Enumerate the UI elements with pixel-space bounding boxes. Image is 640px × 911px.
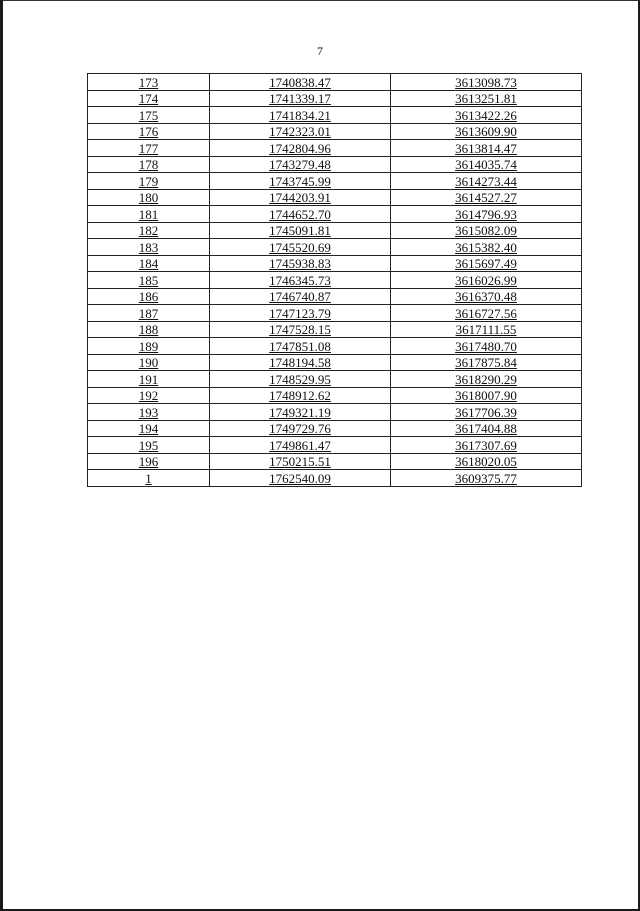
x-coordinate-cell [210, 90, 391, 107]
table-row [88, 288, 582, 305]
x-coordinate-cell [210, 74, 391, 91]
x-coordinate-cell-value: 1746740.87 [269, 289, 331, 304]
point-number-cell-value: 179 [138, 173, 159, 189]
x-coordinate-cell [210, 107, 391, 124]
point-number-cell-value: 187 [138, 305, 159, 321]
y-coordinate-cell-value: 3618290.29 [455, 371, 517, 387]
x-coordinate-cell [210, 156, 391, 173]
table-row [88, 453, 582, 470]
y-coordinate-cell [391, 74, 582, 91]
point-number-cell-value: 178 [138, 157, 159, 172]
y-coordinate-cell [391, 305, 582, 322]
y-coordinate-cell [391, 321, 582, 338]
x-coordinate-cell [210, 255, 391, 272]
x-coordinate-cell-value: 1745520.69 [269, 239, 331, 255]
table-row [88, 437, 582, 454]
x-coordinate-cell [210, 354, 391, 371]
y-coordinate-cell [391, 222, 582, 239]
point-number-cell [88, 387, 210, 404]
x-coordinate-cell-value: 1744652.70 [269, 206, 331, 222]
x-coordinate-cell-value: 1744203.91 [269, 190, 331, 205]
y-coordinate-cell-value: 3615697.49 [455, 256, 517, 271]
x-coordinate-cell [210, 404, 391, 421]
point-number-cell [88, 338, 210, 355]
coordinates-table [87, 73, 582, 487]
point-number-cell-value: 173 [138, 74, 159, 90]
x-coordinate-cell-value: 1749729.76 [269, 421, 331, 436]
x-coordinate-cell [210, 288, 391, 305]
y-coordinate-cell-value: 3618020.05 [455, 454, 517, 469]
table-row [88, 305, 582, 322]
y-coordinate-cell-value: 3613422.26 [455, 107, 517, 123]
point-number-cell-value: 183 [138, 239, 159, 255]
y-coordinate-cell-value: 3616727.56 [455, 305, 517, 321]
y-coordinate-cell-value: 3615082.09 [455, 223, 517, 238]
table-row [88, 173, 582, 190]
point-number-cell [88, 453, 210, 470]
y-coordinate-cell-value: 3614035.74 [455, 157, 517, 172]
point-number-cell [88, 123, 210, 140]
table-row [88, 354, 582, 371]
x-coordinate-cell [210, 189, 391, 206]
y-coordinate-cell [391, 123, 582, 140]
y-coordinate-cell [391, 470, 582, 487]
x-coordinate-cell-value: 1742323.01 [269, 124, 331, 139]
y-coordinate-cell [391, 371, 582, 388]
point-number-cell-value: 186 [138, 289, 159, 304]
point-number-cell [88, 107, 210, 124]
point-number-cell-value: 184 [138, 256, 159, 271]
point-number-cell-value: 175 [138, 107, 159, 123]
y-coordinate-cell [391, 189, 582, 206]
point-number-cell-value: 177 [138, 140, 159, 156]
page-number: 7 [317, 44, 323, 58]
point-number-cell-value: 176 [138, 124, 159, 139]
point-number-cell-value: 1 [145, 470, 152, 486]
y-coordinate-cell [391, 420, 582, 437]
x-coordinate-cell [210, 321, 391, 338]
point-number-cell-value: 189 [138, 338, 159, 354]
y-coordinate-cell-value: 3613251.81 [455, 91, 517, 106]
point-number-cell-value: 193 [138, 404, 159, 420]
point-number-cell [88, 420, 210, 437]
y-coordinate-cell [391, 453, 582, 470]
x-coordinate-cell-value: 1749321.19 [269, 404, 331, 420]
point-number-cell [88, 470, 210, 487]
x-coordinate-cell-value: 1747528.15 [269, 322, 331, 337]
x-coordinate-cell [210, 371, 391, 388]
point-number-cell-value: 196 [138, 454, 159, 469]
y-coordinate-cell-value: 3617111.55 [455, 322, 517, 337]
y-coordinate-cell [391, 90, 582, 107]
y-coordinate-cell [391, 288, 582, 305]
x-coordinate-cell [210, 206, 391, 223]
table-row [88, 189, 582, 206]
table-row [88, 156, 582, 173]
x-coordinate-cell-value: 1745091.81 [269, 223, 331, 238]
y-coordinate-cell [391, 437, 582, 454]
x-coordinate-cell [210, 222, 391, 239]
y-coordinate-cell-value: 3617480.70 [455, 338, 517, 354]
x-coordinate-cell-value: 1748912.62 [269, 388, 331, 403]
y-coordinate-cell-value: 3614527.27 [455, 190, 517, 205]
y-coordinate-cell-value: 3609375.77 [455, 470, 517, 486]
x-coordinate-cell [210, 305, 391, 322]
point-number-cell [88, 272, 210, 289]
y-coordinate-cell [391, 107, 582, 124]
point-number-cell [88, 140, 210, 157]
table-row [88, 338, 582, 355]
point-number-cell [88, 206, 210, 223]
x-coordinate-cell [210, 338, 391, 355]
point-number-cell [88, 156, 210, 173]
point-number-cell-value: 174 [138, 91, 159, 106]
x-coordinate-cell [210, 123, 391, 140]
y-coordinate-cell [391, 354, 582, 371]
table-row [88, 222, 582, 239]
x-coordinate-cell-value: 1750215.51 [269, 454, 331, 469]
x-coordinate-cell-value: 1749861.47 [269, 437, 331, 453]
y-coordinate-cell-value: 3616026.99 [455, 272, 517, 288]
point-number-cell-value: 185 [138, 272, 159, 288]
x-coordinate-cell-value: 1748529.95 [269, 371, 331, 387]
y-coordinate-cell-value: 3613609.90 [455, 124, 517, 139]
x-coordinate-cell [210, 453, 391, 470]
table-row [88, 321, 582, 338]
y-coordinate-cell-value: 3617404.88 [455, 421, 517, 436]
x-coordinate-cell [210, 470, 391, 487]
x-coordinate-cell-value: 1747851.08 [269, 338, 331, 354]
y-coordinate-cell [391, 272, 582, 289]
table-row [88, 74, 582, 91]
table-row [88, 470, 582, 487]
point-number-cell [88, 437, 210, 454]
table-row [88, 107, 582, 124]
x-coordinate-cell-value: 1742804.96 [269, 140, 331, 156]
y-coordinate-cell-value: 3613098.73 [455, 74, 517, 90]
point-number-cell [88, 189, 210, 206]
table-row [88, 272, 582, 289]
y-coordinate-cell [391, 338, 582, 355]
table-row [88, 371, 582, 388]
point-number-cell [88, 239, 210, 256]
table-row [88, 90, 582, 107]
x-coordinate-cell [210, 239, 391, 256]
point-number-cell [88, 173, 210, 190]
point-number-cell-value: 192 [138, 388, 159, 403]
table-row [88, 239, 582, 256]
x-coordinate-cell [210, 173, 391, 190]
y-coordinate-cell-value: 3618007.90 [455, 388, 517, 403]
y-coordinate-cell [391, 404, 582, 421]
point-number-cell [88, 90, 210, 107]
point-number-cell [88, 321, 210, 338]
y-coordinate-cell-value: 3617875.84 [455, 355, 517, 370]
y-coordinate-cell [391, 173, 582, 190]
point-number-cell [88, 222, 210, 239]
table-row [88, 387, 582, 404]
y-coordinate-cell [391, 387, 582, 404]
point-number-cell-value: 182 [138, 223, 159, 238]
x-coordinate-cell [210, 140, 391, 157]
point-number-cell-value: 191 [138, 371, 159, 387]
x-coordinate-cell-value: 1748194.58 [269, 355, 331, 370]
point-number-cell [88, 288, 210, 305]
point-number-cell [88, 404, 210, 421]
y-coordinate-cell-value: 3614796.93 [455, 206, 517, 222]
x-coordinate-cell-value: 1743745.99 [269, 173, 331, 189]
table-row [88, 404, 582, 421]
scan-edge-top [0, 0, 640, 1]
y-coordinate-cell-value: 3614273.44 [455, 173, 517, 189]
table-row [88, 123, 582, 140]
x-coordinate-cell-value: 1741339.17 [269, 91, 331, 106]
y-coordinate-cell [391, 156, 582, 173]
x-coordinate-cell [210, 437, 391, 454]
x-coordinate-cell-value: 1762540.09 [269, 470, 331, 486]
x-coordinate-cell [210, 420, 391, 437]
y-coordinate-cell-value: 3617307.69 [455, 437, 517, 453]
coordinates-table-body [88, 74, 582, 487]
x-coordinate-cell-value: 1746345.73 [269, 272, 331, 288]
table-row [88, 255, 582, 272]
x-coordinate-cell [210, 272, 391, 289]
x-coordinate-cell [210, 387, 391, 404]
table-row [88, 420, 582, 437]
y-coordinate-cell-value: 3616370.48 [455, 289, 517, 304]
point-number-cell [88, 255, 210, 272]
point-number-cell-value: 180 [138, 190, 159, 205]
point-number-cell-value: 194 [138, 421, 159, 436]
y-coordinate-cell [391, 239, 582, 256]
x-coordinate-cell-value: 1747123.79 [269, 305, 331, 321]
point-number-cell [88, 354, 210, 371]
y-coordinate-cell-value: 3613814.47 [455, 140, 517, 156]
point-number-cell-value: 188 [138, 322, 159, 337]
y-coordinate-cell-value: 3615382.40 [455, 239, 517, 255]
y-coordinate-cell [391, 140, 582, 157]
x-coordinate-cell-value: 1745938.83 [269, 256, 331, 271]
y-coordinate-cell [391, 255, 582, 272]
table-row [88, 140, 582, 157]
x-coordinate-cell-value: 1743279.48 [269, 157, 331, 172]
point-number-cell [88, 74, 210, 91]
table-row [88, 206, 582, 223]
x-coordinate-cell-value: 1740838.47 [269, 74, 331, 90]
y-coordinate-cell [391, 206, 582, 223]
point-number-cell [88, 371, 210, 388]
point-number-cell-value: 190 [138, 355, 159, 370]
y-coordinate-cell-value: 3617706.39 [455, 404, 517, 420]
point-number-cell-value: 195 [138, 437, 159, 453]
scan-edge-left [0, 0, 3, 911]
x-coordinate-cell-value: 1741834.21 [269, 107, 331, 123]
point-number-cell [88, 305, 210, 322]
point-number-cell-value: 181 [138, 206, 159, 222]
